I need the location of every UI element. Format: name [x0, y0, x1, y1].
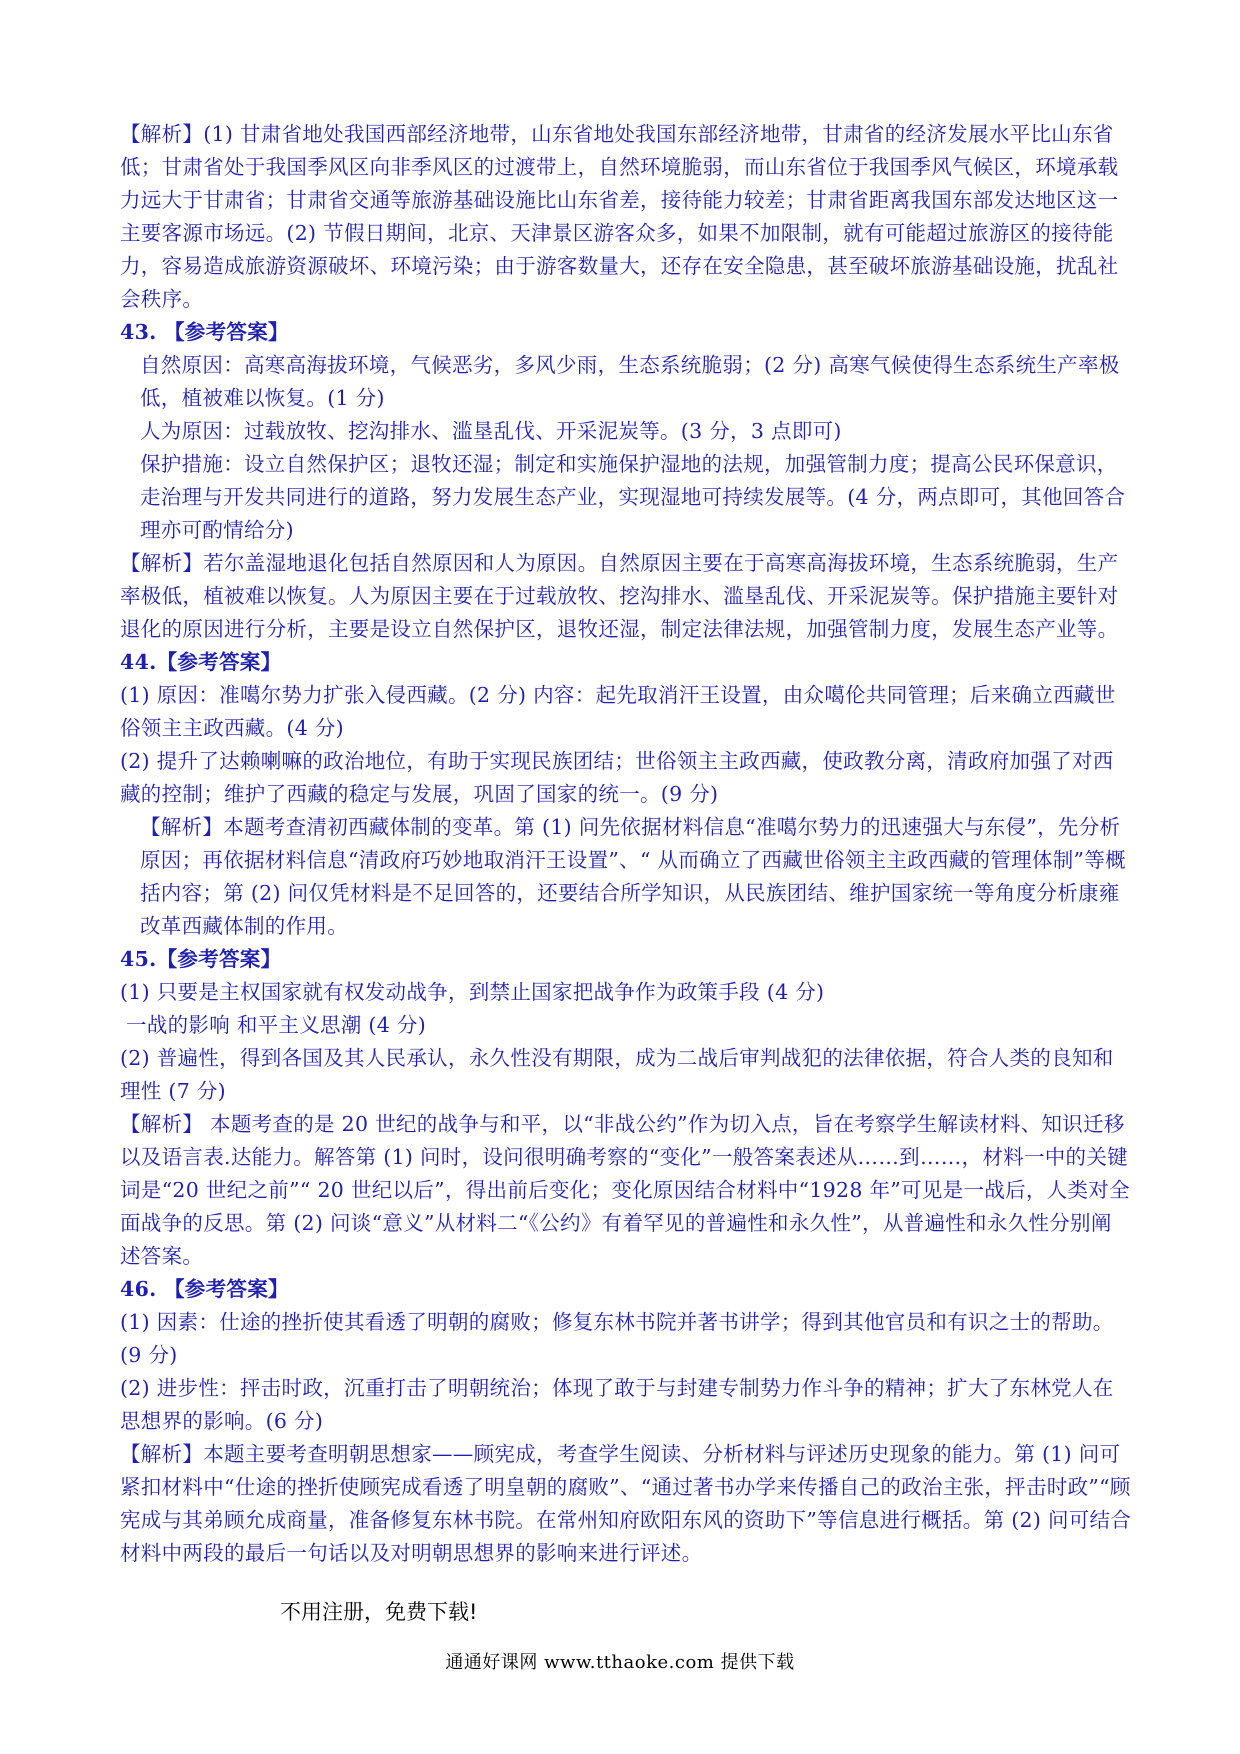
q46-answer-1: (1) 因素：仕途的挫折使其看透了明朝的腐败；修复东林书院并著书讲学；得到其他官员和有识之士的帮助。(9 分) — [120, 1310, 1114, 1367]
q44-analysis: 【解析】本题考查清初西藏体制的变革。第 (1) 问先依据材料信息“准噶尔势力的迅速强大与东侵”，先分析原因；再依据材料信息“清政府巧妙地取消汗王设置”、“ 从而确立了西藏世俗领主主政西藏的管理体制”等概括内容；第 (2) 问仅凭材料是不足回答的，还要结合所学知识，从民族团结、维护国家统一等角度分析康雍改革西藏体制的作用。 — [140, 815, 1126, 938]
q45-analysis: 【解析】 本题考查的是 20 世纪的战争与和平，以“非战公约”作为切入点，旨在考察学生解读材料、知识迁移以及语言表.达能力。解答第 (1) 问时，设问很明确考察的“变化”一般答案表述从……到……，材料一中的关键词是“20 世纪之前”“ 20 世纪以后”，得出前后变化；变化原因结合材料中“1928 年”可见是一战后，人类对全面战争的反思。第 (2) 问谈“意义”从材料二“《公约》有着罕见的普遍性和永久性”，从普遍性和永久性分别阐述答案。 — [120, 1112, 1130, 1268]
document-body — [120, 118, 1132, 1570]
q43-analysis: 【解析】若尔盖湿地退化包括自然原因和人为原因。自然原因主要在于高寒高海拔环境，生态系统脆弱，生产率极低，植被难以恢复。人为原因主要在于过载放牧、挖沟排水、滥垦乱伐、开采泥炭等。保护措施主要针对退化的原因进行分析，主要是设立自然保护区，退牧还湿，制定法律法规，加强管制力度，发展生态产业等。 — [120, 551, 1119, 641]
q44-answer-2: (2) 提升了达赖喇嘛的政治地位，有助于实现民族团结；世俗领主主政西藏，使政教分离，清政府加强了对西藏的控制；维护了西藏的稳定与发展，巩固了国家的统一。(9 分) — [120, 749, 1114, 806]
q46-analysis: 【解析】本题主要考查明朝思想家——顾宪成，考查学生阅读、分析材料与评述历史现象的能力。第 (1) 问可紧扣材料中“仕途的挫折使顾宪成看透了明皇朝的腐败”、“通过著书办学来传播自己的政治主张，抨击时政”“顾宪成与其弟顾允成商量，准备修复东林书院。在常州知府欧阳东风的资助下”等信息进行概括。第 (2) 问可结合材料中两段的最后一句话以及对明朝思想界的影响来进行评述。 — [120, 1442, 1132, 1565]
q43-answer-human: 人为原因：过载放牧、挖沟排水、滥垦乱伐、开采泥炭等。(3 分，3 点即可) — [140, 419, 842, 443]
q45-answer-3: (2) 普遍性，得到各国及其人民承认，永久性没有期限，成为二战后审判战犯的法律依据，符合人类的良知和理性 (7 分) — [120, 1046, 1114, 1103]
q43-answer-natural: 自然原因：高寒高海拔环境，气候恶劣，多风少雨，生态系统脆弱；(2 分) 高寒气候使得生态系统生产率极低，植被难以恢复。(1 分) — [140, 353, 1120, 410]
q44-answer-1: (1) 原因：准噶尔势力扩张入侵西藏。(2 分) 内容：起先取消汗王设置，由众噶伦共同管理；后来确立西藏世俗领主主政西藏。(4 分) — [120, 683, 1116, 740]
q45-answer-1: (1) 只要是主权国家就有权发动战争，到禁止国家把战争作为政策手段 (4 分) — [120, 980, 825, 1004]
q45-heading: 45.【参考答案】 — [120, 947, 282, 971]
q43-answer-protection: 保护措施：设立自然保护区；退牧还湿；制定和实施保护湿地的法规，加强管制力度；提高公民环保意识，走治理与开发共同进行的道路，努力发展生态产业，实现湿地可持续发展等。(4 分，两点即可，其他回答合理亦可酌情给分) — [140, 452, 1126, 542]
q44-heading: 44.【参考答案】 — [120, 650, 282, 674]
q46-heading: 46. 【参考答案】 — [120, 1277, 289, 1301]
q45-answer-2: 一战的影响 和平主义思潮 (4 分) — [126, 1013, 426, 1037]
q46-answer-2: (2) 进步性：抨击时政，沉重打击了明朝统治；体现了敢于与封建专制势力作斗争的精神；扩大了东林党人在思想界的影响。(6 分) — [120, 1376, 1114, 1433]
q43-heading: 43. 【参考答案】 — [120, 320, 289, 344]
footer-site-credit: 通通好课网 www.tthaoke.com 提供下载 — [445, 1652, 795, 1673]
footer-download-note: 不用注册，免费下载! — [280, 1600, 478, 1624]
q42-analysis: 【解析】(1) 甘肃省地处我国西部经济地带，山东省地处我国东部经济地带，甘肃省的经济发展水平比山东省低；甘肃省处于我国季风区向非季风区的过渡带上，自然环境脆弱，而山东省位于我国季风气候区，环境承载力远大于甘肃省；甘肃省交通等旅游基础设施比山东省差，接待能力较差；甘肃省距离我国东部发达地区这一主要客源市场远。(2) 节假日期间，北京、天津景区游客众多，如果不加限制，就有可能超过旅游区的接待能力，容易造成旅游资源破坏、环境污染；由于游客数量大，还存在安全隐患，甚至破坏旅游基础设施，扰乱社会秩序。 — [120, 122, 1119, 311]
